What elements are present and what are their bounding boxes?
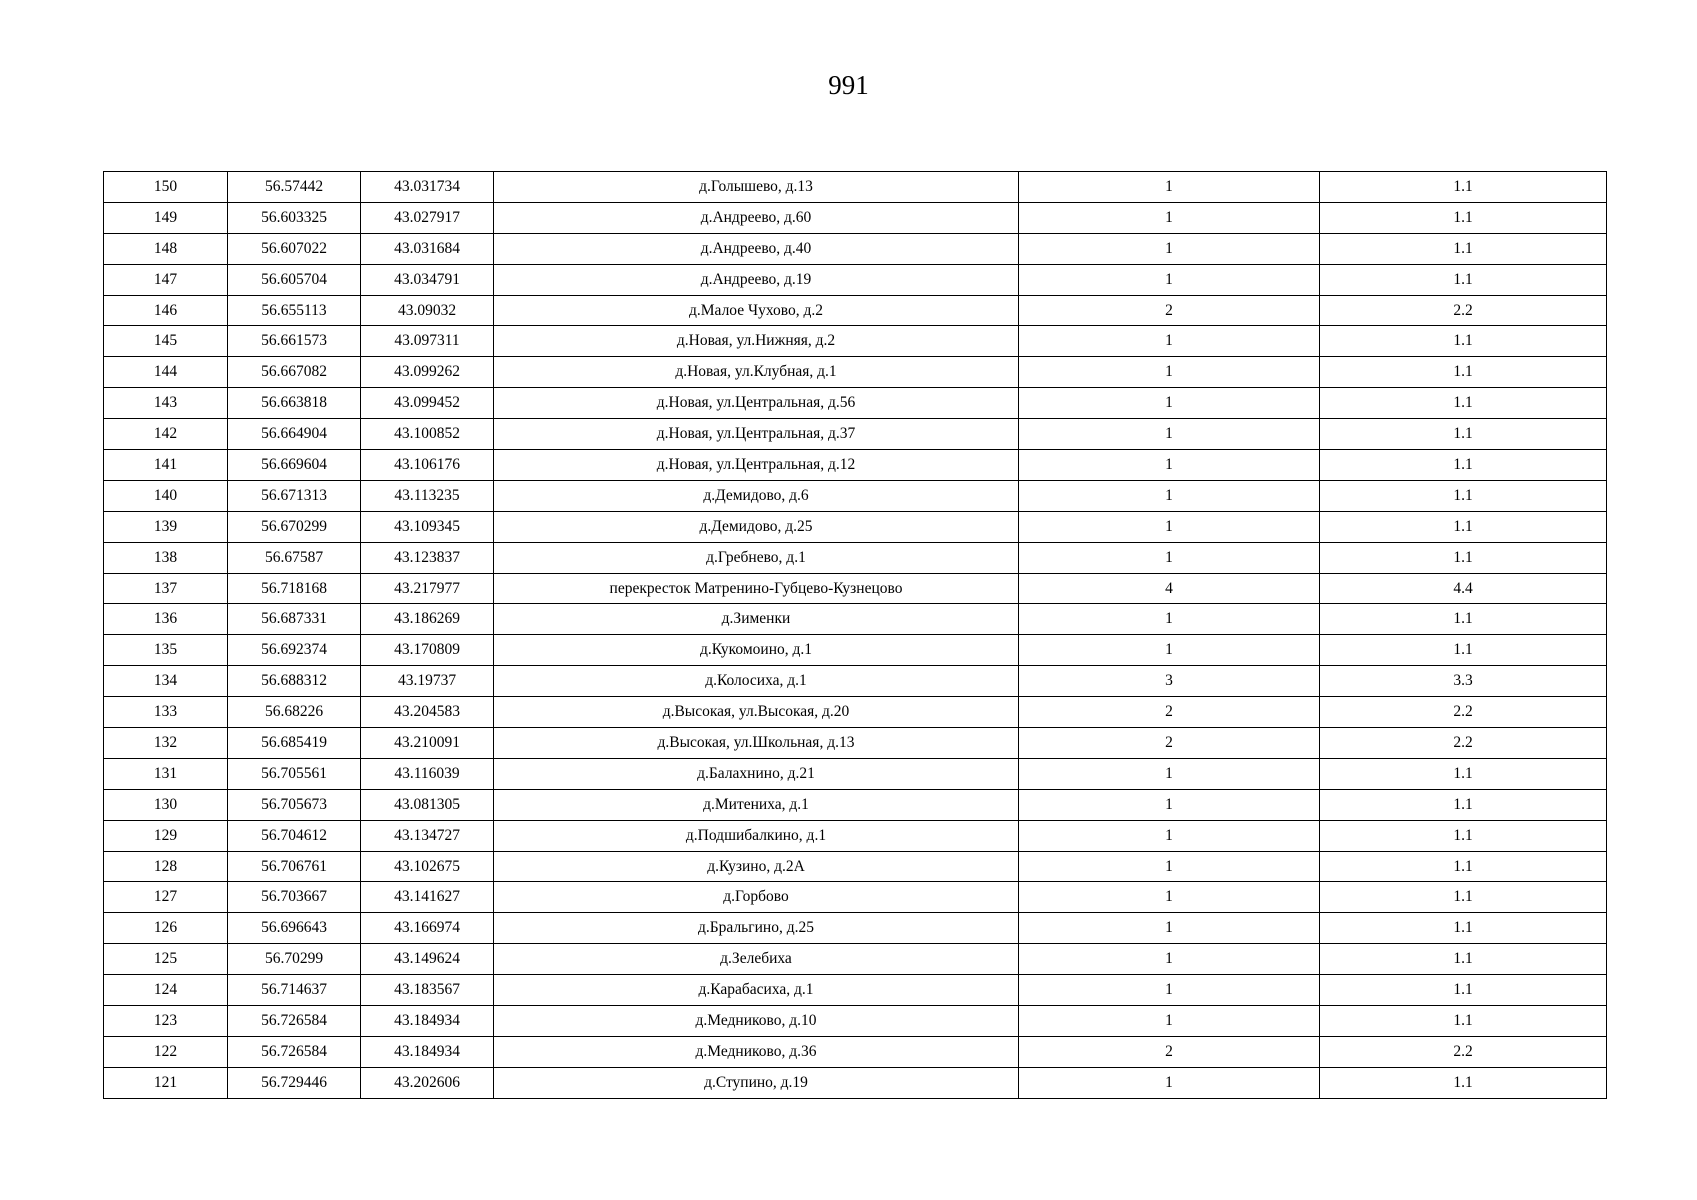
- row-number-cell: 131: [104, 758, 228, 789]
- value-cell: 1.1: [1320, 388, 1607, 419]
- latitude-cell: 56.726584: [228, 1006, 361, 1037]
- table-row: [104, 480, 1607, 511]
- latitude-cell: 56.714637: [228, 975, 361, 1006]
- row-number-cell: 142: [104, 419, 228, 450]
- longitude-cell: 43.034791: [361, 264, 494, 295]
- row-number-cell: 140: [104, 480, 228, 511]
- table-row: [104, 357, 1607, 388]
- table-row: [104, 944, 1607, 975]
- address-cell: перекресток Матренино-Губцево-Кузнецово: [494, 573, 1019, 604]
- row-number-cell: 125: [104, 944, 228, 975]
- value-cell: 1.1: [1320, 202, 1607, 233]
- table-row: [104, 635, 1607, 666]
- count-cell: 1: [1019, 511, 1320, 542]
- value-cell: 1.1: [1320, 758, 1607, 789]
- table-row: [104, 172, 1607, 203]
- value-cell: 1.1: [1320, 882, 1607, 913]
- table-row: [104, 1036, 1607, 1067]
- longitude-cell: 43.184934: [361, 1006, 494, 1037]
- value-cell: 1.1: [1320, 635, 1607, 666]
- value-cell: 1.1: [1320, 851, 1607, 882]
- row-number-cell: 148: [104, 233, 228, 264]
- table-row: [104, 913, 1607, 944]
- value-cell: 2.2: [1320, 728, 1607, 759]
- address-cell: д.Кузино, д.2А: [494, 851, 1019, 882]
- address-cell: д.Голышево, д.13: [494, 172, 1019, 203]
- row-number-cell: 129: [104, 820, 228, 851]
- address-cell: д.Митениха, д.1: [494, 789, 1019, 820]
- latitude-cell: 56.696643: [228, 913, 361, 944]
- count-cell: 1: [1019, 357, 1320, 388]
- table-row: [104, 789, 1607, 820]
- row-number-cell: 130: [104, 789, 228, 820]
- longitude-cell: 43.116039: [361, 758, 494, 789]
- count-cell: 1: [1019, 635, 1320, 666]
- latitude-cell: 56.692374: [228, 635, 361, 666]
- table-row: [104, 264, 1607, 295]
- address-cell: д.Горбово: [494, 882, 1019, 913]
- address-cell: д.Колосиха, д.1: [494, 666, 1019, 697]
- address-cell: д.Новая, ул.Клубная, д.1: [494, 357, 1019, 388]
- count-cell: 1: [1019, 789, 1320, 820]
- longitude-cell: 43.097311: [361, 326, 494, 357]
- address-cell: д.Малое Чухово, д.2: [494, 295, 1019, 326]
- count-cell: 1: [1019, 882, 1320, 913]
- latitude-cell: 56.67587: [228, 542, 361, 573]
- row-number-cell: 126: [104, 913, 228, 944]
- latitude-cell: 56.705561: [228, 758, 361, 789]
- value-cell: 1.1: [1320, 233, 1607, 264]
- longitude-cell: 43.099262: [361, 357, 494, 388]
- table-row: [104, 728, 1607, 759]
- row-number-cell: 144: [104, 357, 228, 388]
- longitude-cell: 43.166974: [361, 913, 494, 944]
- table-row: [104, 975, 1607, 1006]
- longitude-cell: 43.184934: [361, 1036, 494, 1067]
- address-cell: д.Новая, ул.Центральная, д.37: [494, 419, 1019, 450]
- latitude-cell: 56.607022: [228, 233, 361, 264]
- latitude-cell: 56.70299: [228, 944, 361, 975]
- row-number-cell: 149: [104, 202, 228, 233]
- value-cell: 1.1: [1320, 511, 1607, 542]
- value-cell: 1.1: [1320, 326, 1607, 357]
- count-cell: 1: [1019, 758, 1320, 789]
- count-cell: 1: [1019, 1006, 1320, 1037]
- table-row: [104, 542, 1607, 573]
- table-row: [104, 820, 1607, 851]
- address-cell: д.Новая, ул.Центральная, д.56: [494, 388, 1019, 419]
- value-cell: 1.1: [1320, 264, 1607, 295]
- address-cell: д.Новая, ул.Центральная, д.12: [494, 450, 1019, 481]
- table-row: [104, 388, 1607, 419]
- latitude-cell: 56.68226: [228, 697, 361, 728]
- row-number-cell: 128: [104, 851, 228, 882]
- latitude-cell: 56.57442: [228, 172, 361, 203]
- count-cell: 1: [1019, 480, 1320, 511]
- latitude-cell: 56.655113: [228, 295, 361, 326]
- latitude-cell: 56.726584: [228, 1036, 361, 1067]
- count-cell: 1: [1019, 604, 1320, 635]
- table-row: [104, 511, 1607, 542]
- longitude-cell: 43.099452: [361, 388, 494, 419]
- longitude-cell: 43.09032: [361, 295, 494, 326]
- count-cell: 1: [1019, 264, 1320, 295]
- count-cell: 1: [1019, 233, 1320, 264]
- value-cell: 1.1: [1320, 975, 1607, 1006]
- value-cell: 4.4: [1320, 573, 1607, 604]
- latitude-cell: 56.670299: [228, 511, 361, 542]
- row-number-cell: 124: [104, 975, 228, 1006]
- data-table: [103, 171, 1607, 1099]
- count-cell: 1: [1019, 944, 1320, 975]
- count-cell: 2: [1019, 697, 1320, 728]
- address-cell: д.Балахнино, д.21: [494, 758, 1019, 789]
- latitude-cell: 56.667082: [228, 357, 361, 388]
- table-row: [104, 697, 1607, 728]
- row-number-cell: 133: [104, 697, 228, 728]
- table-row: [104, 326, 1607, 357]
- longitude-cell: 43.123837: [361, 542, 494, 573]
- count-cell: 2: [1019, 1036, 1320, 1067]
- address-cell: д.Медниково, д.36: [494, 1036, 1019, 1067]
- address-cell: д.Высокая, ул.Высокая, д.20: [494, 697, 1019, 728]
- longitude-cell: 43.081305: [361, 789, 494, 820]
- longitude-cell: 43.217977: [361, 573, 494, 604]
- table-row: [104, 450, 1607, 481]
- row-number-cell: 132: [104, 728, 228, 759]
- address-cell: д.Зименки: [494, 604, 1019, 635]
- latitude-cell: 56.685419: [228, 728, 361, 759]
- longitude-cell: 43.202606: [361, 1067, 494, 1098]
- table-row: [104, 851, 1607, 882]
- latitude-cell: 56.688312: [228, 666, 361, 697]
- row-number-cell: 137: [104, 573, 228, 604]
- row-number-cell: 139: [104, 511, 228, 542]
- table-row: [104, 882, 1607, 913]
- table-row: [104, 295, 1607, 326]
- latitude-cell: 56.703667: [228, 882, 361, 913]
- latitude-cell: 56.706761: [228, 851, 361, 882]
- count-cell: 1: [1019, 172, 1320, 203]
- address-cell: д.Андреево, д.40: [494, 233, 1019, 264]
- longitude-cell: 43.204583: [361, 697, 494, 728]
- value-cell: 1.1: [1320, 542, 1607, 573]
- longitude-cell: 43.106176: [361, 450, 494, 481]
- longitude-cell: 43.19737: [361, 666, 494, 697]
- row-number-cell: 145: [104, 326, 228, 357]
- value-cell: 1.1: [1320, 450, 1607, 481]
- address-cell: д.Новая, ул.Нижняя, д.2: [494, 326, 1019, 357]
- table-row: [104, 202, 1607, 233]
- row-number-cell: 146: [104, 295, 228, 326]
- count-cell: 1: [1019, 820, 1320, 851]
- count-cell: 1: [1019, 851, 1320, 882]
- row-number-cell: 143: [104, 388, 228, 419]
- longitude-cell: 43.210091: [361, 728, 494, 759]
- value-cell: 2.2: [1320, 295, 1607, 326]
- latitude-cell: 56.664904: [228, 419, 361, 450]
- count-cell: 2: [1019, 295, 1320, 326]
- row-number-cell: 141: [104, 450, 228, 481]
- table-row: [104, 1067, 1607, 1098]
- value-cell: 1.1: [1320, 789, 1607, 820]
- address-cell: д.Кукомоино, д.1: [494, 635, 1019, 666]
- value-cell: 2.2: [1320, 1036, 1607, 1067]
- count-cell: 1: [1019, 975, 1320, 1006]
- value-cell: 1.1: [1320, 944, 1607, 975]
- address-cell: д.Медниково, д.10: [494, 1006, 1019, 1037]
- row-number-cell: 123: [104, 1006, 228, 1037]
- latitude-cell: 56.704612: [228, 820, 361, 851]
- row-number-cell: 127: [104, 882, 228, 913]
- row-number-cell: 134: [104, 666, 228, 697]
- address-cell: д.Подшибалкино, д.1: [494, 820, 1019, 851]
- latitude-cell: 56.661573: [228, 326, 361, 357]
- count-cell: 1: [1019, 326, 1320, 357]
- count-cell: 2: [1019, 728, 1320, 759]
- latitude-cell: 56.605704: [228, 264, 361, 295]
- table-row: [104, 604, 1607, 635]
- address-cell: д.Гребнево, д.1: [494, 542, 1019, 573]
- value-cell: 1.1: [1320, 1006, 1607, 1037]
- table-row: [104, 233, 1607, 264]
- row-number-cell: 150: [104, 172, 228, 203]
- count-cell: 3: [1019, 666, 1320, 697]
- address-cell: д.Андреево, д.19: [494, 264, 1019, 295]
- count-cell: 1: [1019, 419, 1320, 450]
- table-row: [104, 666, 1607, 697]
- address-cell: д.Бральгино, д.25: [494, 913, 1019, 944]
- value-cell: 1.1: [1320, 913, 1607, 944]
- longitude-cell: 43.141627: [361, 882, 494, 913]
- longitude-cell: 43.031734: [361, 172, 494, 203]
- count-cell: 1: [1019, 388, 1320, 419]
- address-cell: д.Высокая, ул.Школьная, д.13: [494, 728, 1019, 759]
- row-number-cell: 136: [104, 604, 228, 635]
- row-number-cell: 122: [104, 1036, 228, 1067]
- longitude-cell: 43.134727: [361, 820, 494, 851]
- longitude-cell: 43.109345: [361, 511, 494, 542]
- latitude-cell: 56.663818: [228, 388, 361, 419]
- count-cell: 1: [1019, 1067, 1320, 1098]
- longitude-cell: 43.149624: [361, 944, 494, 975]
- longitude-cell: 43.027917: [361, 202, 494, 233]
- value-cell: 1.1: [1320, 604, 1607, 635]
- value-cell: 1.1: [1320, 1067, 1607, 1098]
- latitude-cell: 56.729446: [228, 1067, 361, 1098]
- count-cell: 1: [1019, 913, 1320, 944]
- latitude-cell: 56.705673: [228, 789, 361, 820]
- value-cell: 1.1: [1320, 480, 1607, 511]
- latitude-cell: 56.671313: [228, 480, 361, 511]
- longitude-cell: 43.183567: [361, 975, 494, 1006]
- count-cell: 1: [1019, 450, 1320, 481]
- row-number-cell: 135: [104, 635, 228, 666]
- latitude-cell: 56.718168: [228, 573, 361, 604]
- address-cell: д.Демидово, д.25: [494, 511, 1019, 542]
- address-cell: д.Ступино, д.19: [494, 1067, 1019, 1098]
- value-cell: 1.1: [1320, 820, 1607, 851]
- latitude-cell: 56.669604: [228, 450, 361, 481]
- longitude-cell: 43.113235: [361, 480, 494, 511]
- longitude-cell: 43.186269: [361, 604, 494, 635]
- address-cell: д.Демидово, д.6: [494, 480, 1019, 511]
- longitude-cell: 43.100852: [361, 419, 494, 450]
- address-cell: д.Зелебиха: [494, 944, 1019, 975]
- row-number-cell: 147: [104, 264, 228, 295]
- table-row: [104, 419, 1607, 450]
- address-cell: д.Андреево, д.60: [494, 202, 1019, 233]
- address-cell: д.Карабасиха, д.1: [494, 975, 1019, 1006]
- row-number-cell: 138: [104, 542, 228, 573]
- page-number: 991: [828, 70, 869, 100]
- value-cell: 3.3: [1320, 666, 1607, 697]
- count-cell: 1: [1019, 202, 1320, 233]
- table-body: [104, 172, 1607, 1099]
- value-cell: 2.2: [1320, 697, 1607, 728]
- latitude-cell: 56.603325: [228, 202, 361, 233]
- table-row: [104, 758, 1607, 789]
- longitude-cell: 43.031684: [361, 233, 494, 264]
- value-cell: 1.1: [1320, 419, 1607, 450]
- count-cell: 1: [1019, 542, 1320, 573]
- row-number-cell: 121: [104, 1067, 228, 1098]
- count-cell: 4: [1019, 573, 1320, 604]
- value-cell: 1.1: [1320, 357, 1607, 388]
- value-cell: 1.1: [1320, 172, 1607, 203]
- table-row: [104, 1006, 1607, 1037]
- latitude-cell: 56.687331: [228, 604, 361, 635]
- longitude-cell: 43.102675: [361, 851, 494, 882]
- longitude-cell: 43.170809: [361, 635, 494, 666]
- table-row: [104, 573, 1607, 604]
